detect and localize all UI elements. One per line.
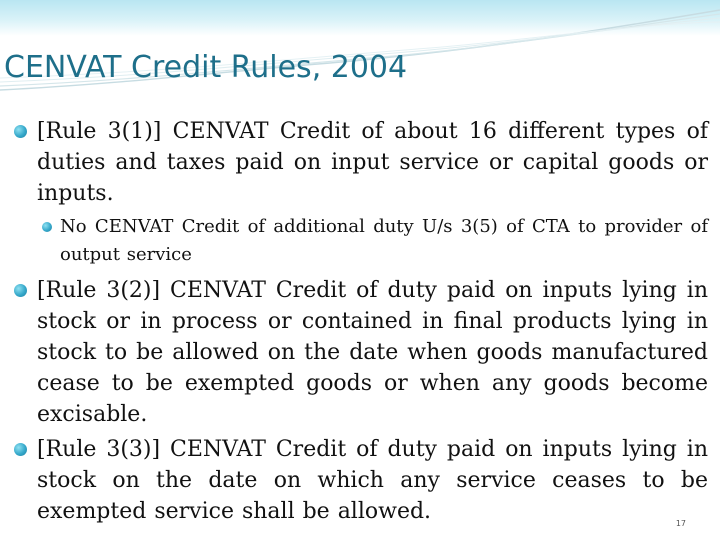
sub-bullet-no-credit — [42, 213, 708, 269]
bullet-text: No CENVAT Credit of additional duty U/s 3(5) of CTA to provider of output service — [60, 216, 708, 265]
bullet-list — [14, 116, 708, 531]
bullet-rule-3-3 — [14, 434, 708, 527]
bullet-dot-icon — [14, 443, 27, 456]
slide-title: CENVAT Credit Rules, 2004 — [4, 50, 408, 85]
bullet-dot-icon — [14, 284, 27, 297]
bullet-text: [Rule 3(1)] CENVAT Credit of about 16 different types of duties and taxes paid on input service or capital goods or inputs. — [37, 119, 708, 206]
slide-number: 17 — [675, 519, 686, 528]
bullet-text: [Rule 3(2)] CENVAT Credit of duty paid on inputs lying in stock or in process or contained in final products lying in stock to be allowed on the date when goods manufactured cease to be exempted goods or when any goods become excisable. — [37, 278, 708, 427]
header-band — [0, 0, 720, 36]
bullet-rule-3-2 — [14, 275, 708, 430]
bullet-text: [Rule 3(3)] CENVAT Credit of duty paid on inputs lying in stock on the date on which any service ceases to be exempted service shall be allowed. — [37, 437, 708, 524]
bullet-rule-3-1 — [14, 116, 708, 209]
bullet-dot-icon — [14, 125, 27, 138]
bullet-dot-icon — [42, 222, 52, 232]
